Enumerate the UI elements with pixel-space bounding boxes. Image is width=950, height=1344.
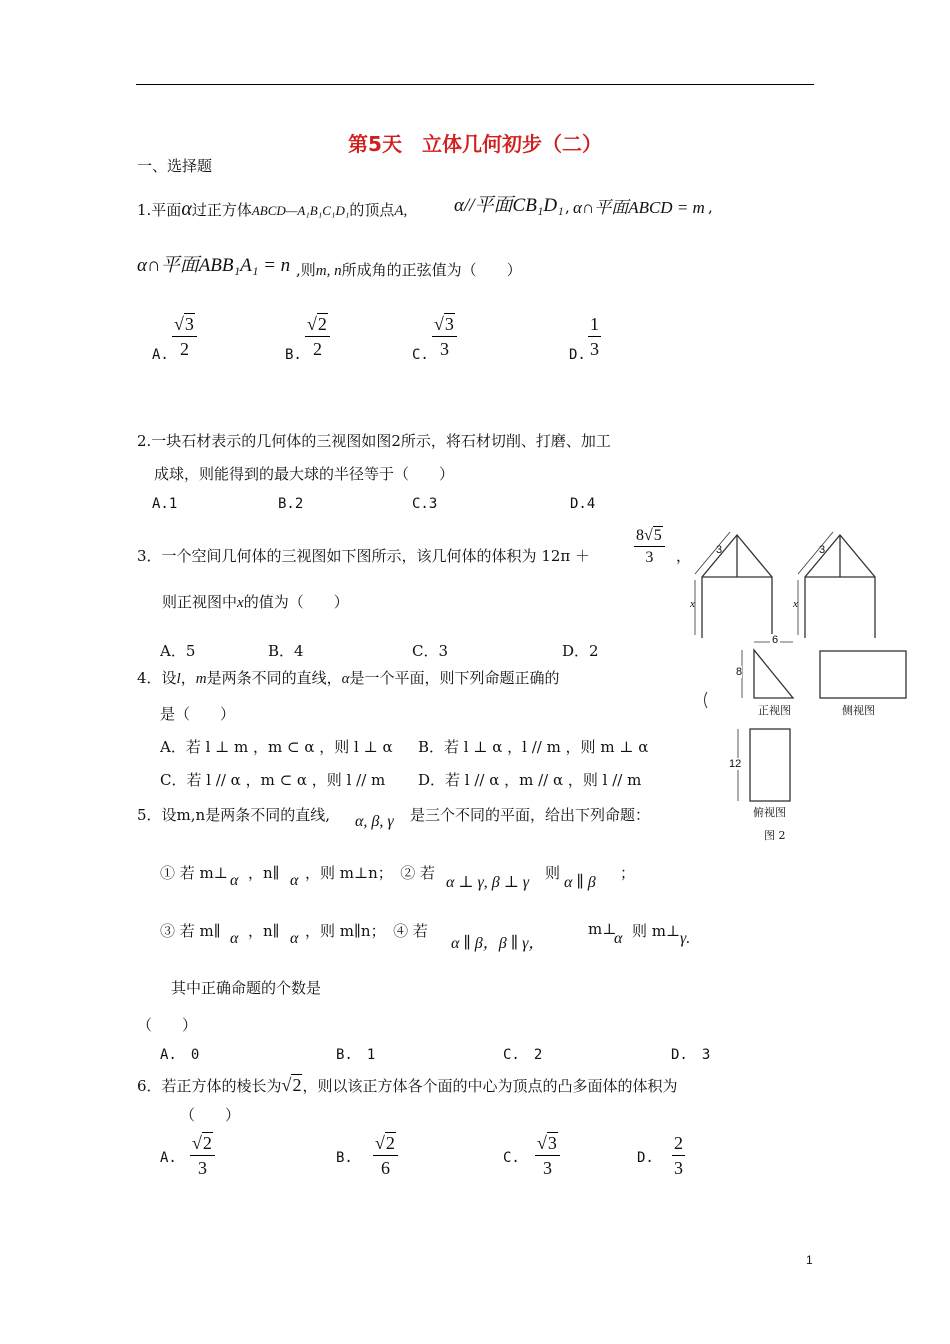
scan-mark (705, 692, 708, 708)
q5-line1-pre: 5．设m,n是两条不同的直线, (137, 806, 330, 824)
q3-dim-x-front: x (690, 598, 695, 610)
q5-item1-alpha2: α (290, 872, 299, 889)
q1-opt-c-frac: √3 3 (432, 314, 457, 360)
q1-cond2: α∩平面ABCD = m (573, 198, 705, 217)
q6-line1: 6．若正方体的棱长为√2，则以该正方体各个面的中心为顶点的凸多面体的体积为 (137, 1075, 678, 1095)
q2-dim-12: 12 (729, 758, 742, 770)
q3-dim-3-side: 3 (819, 544, 826, 556)
q5-count-line: 其中正确命题的个数是 (171, 979, 322, 997)
q2-line1: 2.一块石材表示的几何体的三视图如图2所示，将石材切削、打磨、加工 (137, 432, 611, 450)
q5-item4-expr: α ∥ β，β ∥ γ， (451, 935, 545, 952)
q5-item4-then: 则 m⊥ (632, 922, 681, 940)
q1-opt-a-label[interactable]: A. (152, 347, 169, 363)
q5-line1-post: 是三个不同的平面，给出下列命题： (410, 806, 651, 824)
q3-comma: ， (676, 547, 692, 565)
q4-opt-d[interactable]: D．若 l // α ，m // α ，则 l // m (418, 771, 642, 789)
q3-dim-3-front: 3 (716, 544, 723, 556)
q1-opt-c-label[interactable]: C. (412, 347, 429, 363)
q2-line2: 成球，则能得到的最大球的半径等于（ ） (154, 465, 455, 483)
q2-dim-6: 6 (772, 634, 779, 646)
q4-opt-b[interactable]: B．若 l ⊥ α ，l // m ，则 m ⊥ α (418, 738, 649, 756)
q6-opt-a-frac: √2 3 (190, 1133, 215, 1179)
q5-item3-alpha: α (230, 930, 239, 947)
q1-line1: 1.平面α过正方体ABCD—A₁B₁C₁D₁的顶点A, (137, 198, 408, 220)
q5-opt-d[interactable]: D. 3 (671, 1047, 711, 1063)
q3-opt-c[interactable]: C．3 (412, 642, 449, 660)
q6-opt-d-frac: 2 3 (674, 1133, 683, 1178)
q1-opt-d-frac: 1 3 (590, 314, 599, 359)
q2-dim-8: 8 (736, 666, 743, 678)
q2-side-label: 侧视图 (842, 704, 875, 717)
q5-item2-end: ； (620, 864, 636, 882)
q6-opt-b-label[interactable]: B. (336, 1150, 353, 1166)
q3-dim-x-side: x (793, 598, 798, 610)
page-number: 1 (806, 1253, 813, 1267)
q5-opt-a[interactable]: A. 0 (160, 1047, 200, 1063)
q5-item3-c: ，则 m∥n； ④ 若 (305, 922, 428, 940)
three-view-figures (690, 530, 920, 845)
q5-item3: ③ 若 m∥ (160, 922, 221, 940)
q2-opt-a[interactable]: A.1 (152, 496, 178, 512)
q3-volume-frac: 8√5 3 (634, 527, 665, 567)
section-heading: 一、选择题 (137, 157, 213, 175)
q5-item3-b: ，n∥ (248, 922, 280, 940)
q3-line2: 则正视图中x的值为（ ） (162, 593, 349, 611)
q5-item4-gamma: γ. (680, 930, 691, 947)
three-view-diagram (690, 530, 920, 845)
q3-front-dim-line (695, 532, 730, 574)
q5-greek: α, β, γ (355, 813, 394, 830)
q6-paren: （ ） (180, 1106, 241, 1124)
q3-line1: 3．一个空间几何体的三视图如下图所示，该几何体的体积为 12π ＋ (137, 547, 591, 565)
q3-side-dim-line (798, 532, 833, 574)
q2-front-view-triangle (754, 650, 793, 698)
q4-opt-a[interactable]: A．若 l ⊥ m ，m ⊂ α ，则 l ⊥ α (160, 738, 393, 756)
q1-line2: ,则m, n所成角的正弦值为（ ） (296, 261, 522, 279)
q2-opt-c[interactable]: C.3 (412, 496, 438, 512)
q1-opt-d-label[interactable]: D. (569, 347, 586, 363)
q5-item4-m: m⊥ (588, 920, 617, 938)
q5-item2-res: α ∥ β (564, 874, 596, 891)
q5-item1-b: ，n∥ (248, 864, 280, 882)
q1-opt-a-frac: √3 2 (172, 314, 197, 360)
q1-cond3: α∩平面ABB₁A₁ = n (137, 255, 291, 276)
q5-item1-alpha: α (230, 872, 239, 889)
q2-front-label: 正视图 (758, 704, 791, 717)
q1-opt-b-frac: √2 2 (305, 314, 330, 360)
q4-opt-c[interactable]: C．若 l // α ，m ⊂ α ，则 l // m (160, 771, 386, 789)
q1-comma: , (565, 198, 570, 216)
q2-opt-d[interactable]: D.4 (570, 496, 596, 512)
q6-opt-b-frac: √2 6 (373, 1133, 398, 1179)
q1-comma2: , (708, 198, 713, 216)
q2-side-view-rect (820, 651, 906, 698)
q6-opt-c-label[interactable]: C. (503, 1150, 520, 1166)
page-title: 第5天 立体几何初步（二） (348, 132, 602, 156)
q3-opt-d[interactable]: D．2 (562, 642, 599, 660)
q1-opt-b-label[interactable]: B. (285, 347, 302, 363)
q4-line1: 4．设l，m是两条不同的直线，α是一个平面，则下列命题正确的 (137, 669, 560, 687)
q2-opt-b[interactable]: B.2 (278, 496, 304, 512)
q4-line2: 是（ ） (160, 705, 236, 723)
q5-item3-alpha2: α (290, 930, 299, 947)
figure-caption: 图 2 (764, 829, 786, 842)
q1-cond1: α//平面CB₁D₁ (454, 195, 564, 216)
q5-item1-c: ，则 m⊥n； ② 若 (305, 864, 436, 882)
q5-item2-then: 则 (545, 864, 561, 882)
q2-top-view-rect (750, 729, 790, 801)
q6-opt-c-frac: √3 3 (535, 1133, 560, 1179)
q5-item4-alpha: α (614, 930, 623, 947)
q5-paren: （ ） (137, 1016, 198, 1034)
q6-opt-d-label[interactable]: D. (637, 1150, 654, 1166)
q3-opt-a[interactable]: A．5 (160, 642, 196, 660)
q6-opt-a-label[interactable]: A. (160, 1150, 177, 1166)
header-rule (136, 84, 814, 85)
q5-item1: ① 若 m⊥ (160, 864, 228, 882)
q5-opt-b[interactable]: B. 1 (336, 1047, 376, 1063)
q2-top-label: 俯视图 (753, 806, 786, 819)
q3-opt-b[interactable]: B．4 (268, 642, 304, 660)
q5-opt-c[interactable]: C. 2 (503, 1047, 543, 1063)
q5-item2-expr: α ⊥ γ, β ⊥ γ (446, 874, 530, 891)
